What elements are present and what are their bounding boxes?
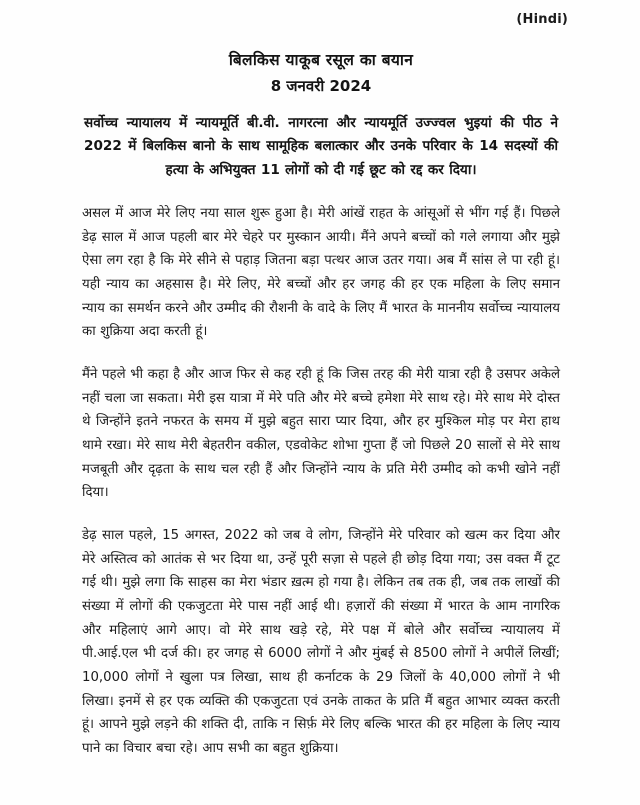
page-title: बिलकिस याकूब रसूल का बयान [228, 51, 414, 69]
body-paragraph-3: डेढ़ साल पहले, 15 अगस्त, 2022 को जब वे लोग, जिन्होंने मेरे परिवार को खत्म कर दिया और मेरे अस्तित्व को आतंक से भर दिया था, उन्हें पूरी सज़ा से पहले ही छोड़ दिया गया; उस वक्त मैं टूट गई थी। मुझे लगा कि साहस का मेरा भंडार ख़त्म हो गया है। लेकिन तब तक ही, जब तक लाखों की संख्या में लोगों की एकजुटता मेरे पास नहीं आई थी। हज़ारों की संख्या में भारत के आम नागरिक और महिलाएं आगे आए। वो मेरे साथ खड़े रहे, मेरे पक्ष में बोले और सर्वोच्च न्यायालय में पी.आई.एल भी दर्ज की। हर जगह से 6000 लोगों ने और मुंबई से 8500 लोगों ने अपीलें लिखीं; 10,000 लोगों ने खुला पत्र लिखा, साथ ही कर्नाटक के 29 जिलों के 40,000 लोगों ने भी लिखा। इनमें से हर एक व्यक्ति की एकजुटता एवं उनके ताकत के प्रति मैं बहुत आभार व्यक्त करती हूं। आपने मुझे लड़ने की शक्ति दी, ताकि न सिर्फ़ मेरे लिए बल्कि भारत की हर महिला के लिए न्याय पाने का विचार बचा रहे। आप सभी का बहुत शुक्रिया। [82, 528, 560, 756]
document-subtitle: सर्वोच्च न्यायालय में न्यायमूर्ति बी.वी. नागरत्ना और न्यायमूर्ति उज्ज्वल भुइयां की पीठ ने 2022 में बिलकिस बानो के साथ सामूहिक बलात्कार और उनके परिवार के 14 सदस्यों की हत्या के अभियुक्त 11 लोगों को दी गई छूट को रद्द कर दिया। [84, 115, 558, 178]
language-tag: (Hindi) [516, 12, 568, 27]
document-date: 8 जनवरी 2024 [270, 77, 372, 96]
document-content [82, 48, 560, 761]
body-paragraph-2: मैंने पहले भी कहा है और आज फिर से कह रही हूं कि जिस तरह की मेरी यात्रा रही है उसपर अकेले नहीं चला जा सकता। मेरी इस यात्रा में मेरे पति और मेरे बच्चे हमेशा मेरे साथ रहे। मेरे साथ मेरे दोस्त थे जिन्होंने इतने नफरत के समय में मुझे बहुत सारा प्यार दिया, और हर मुश्किल मोड़ पर मेरा हाथ थामे रखा। मेरे साथ मेरी बेहतरीन वकील, एडवोकेट शोभा गुप्ता हैं जो पिछले 20 सालों से मेरे साथ मजबूती और दृढ़ता के साथ चल रही हैं और जिन्होंने न्याय के प्रति मेरी उम्मीद को कभी खोने नहीं दिया। [82, 367, 560, 501]
body-paragraph-1: असल में आज मेरे लिए नया साल शुरू हुआ है। मेरी आंखें राहत के आंसूओं से भींग गई हैं। पिछले डेढ़ साल में आज पहली बार मेरे चेहरे पर मुस्कान आयी। मैंने अपने बच्चों को गले लगाया और मुझे ऐसा लग रहा है कि मेरे सीने से पहाड़ जितना बड़ा पत्थर आज उतर गया। अब मैं सांस ले पा रही हूं। यही न्याय का अहसास है। मेरे लिए, मेरे बच्चों और हर जगह की हर एक महिला के लिए समान न्याय का समर्थन करने और उम्मीद की रौशनी के वादे के लिए मैं भारत के माननीय सर्वोच्च न्यायालय का शुक्रिया अदा करती हूं। [82, 206, 560, 340]
